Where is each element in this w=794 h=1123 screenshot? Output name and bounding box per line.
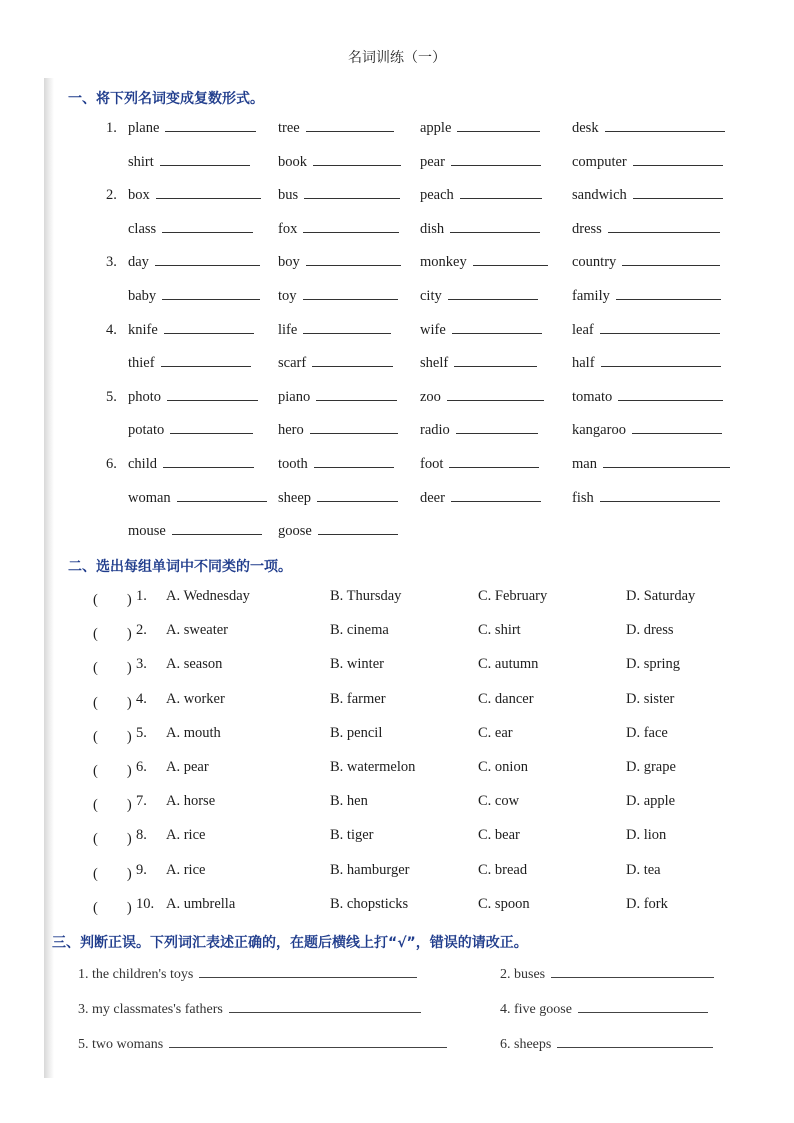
word-label: fish: [572, 490, 594, 506]
word-label: mouse: [128, 523, 166, 539]
judge-row: [0, 1034, 794, 1056]
answer-blank[interactable]: [310, 420, 398, 434]
choice-row: [0, 725, 794, 747]
word-label: knife: [128, 322, 158, 338]
answer-blank[interactable]: [457, 118, 540, 132]
choice-row: [0, 793, 794, 815]
answer-blank[interactable]: [450, 219, 540, 233]
option-a: A. rice: [166, 862, 206, 878]
answer-blank[interactable]: [313, 152, 401, 166]
option-a: A. worker: [166, 691, 225, 707]
judge-item-right: [500, 999, 708, 1018]
word-label: baby: [128, 288, 157, 304]
word-label: man: [572, 456, 597, 472]
question-number: 7.: [136, 793, 147, 809]
choice-row: [0, 656, 794, 678]
group-number: 3.: [106, 254, 117, 270]
section1-heading: 一、将下列名词变成复数形式。: [68, 91, 264, 107]
word-label: life: [278, 322, 298, 338]
answer-blank[interactable]: [557, 1034, 713, 1048]
word-cell: [106, 521, 262, 543]
word-label: deer: [420, 490, 445, 506]
option-d: D. apple: [626, 793, 676, 809]
word-label: shelf: [420, 355, 449, 371]
word-cell: [278, 387, 397, 409]
answer-blank[interactable]: [460, 185, 543, 199]
word-cell: [420, 219, 540, 241]
word-cell: [106, 252, 260, 274]
option-b: B. chopsticks: [330, 896, 409, 912]
page-title: 名词训练（一）: [348, 50, 446, 66]
word-cell: [572, 387, 723, 409]
answer-blank[interactable]: [451, 152, 541, 166]
option-a: A. season: [166, 656, 223, 672]
option-b: B. cinema: [330, 622, 389, 638]
answer-blank[interactable]: [454, 353, 537, 367]
word-cell: [420, 320, 542, 342]
word-label: book: [278, 154, 307, 170]
answer-paren[interactable]: ( ): [93, 831, 132, 847]
judge-item-left: [78, 964, 417, 983]
word-label: dress: [572, 221, 602, 237]
answer-blank[interactable]: [303, 286, 399, 300]
answer-blank[interactable]: [603, 454, 731, 468]
answer-blank[interactable]: [456, 420, 539, 434]
word-label: day: [128, 254, 149, 270]
group-number: 4.: [106, 322, 117, 338]
group-number: 1.: [106, 120, 117, 136]
group-number: 2.: [106, 187, 117, 203]
word-cell: [420, 286, 538, 308]
word-cell: [278, 420, 398, 442]
section3-heading: 三、判断正误。下列词汇表述正确的，在题后横线上打“√”，错误的请改正。: [52, 935, 528, 951]
word-cell: [572, 353, 721, 375]
answer-blank[interactable]: [163, 454, 254, 468]
judge-row: [0, 999, 794, 1021]
answer-blank[interactable]: [618, 387, 723, 401]
option-b: B. hamburger: [330, 862, 410, 878]
judge-item-left: [78, 999, 421, 1018]
word-label: tomato: [572, 389, 613, 405]
word-cell: [572, 488, 720, 510]
answer-blank[interactable]: [318, 521, 399, 535]
option-b: B. farmer: [330, 691, 386, 707]
answer-blank[interactable]: [622, 252, 720, 266]
answer-paren[interactable]: ( ): [93, 592, 132, 608]
judge-phrase: 4. five goose: [500, 1002, 572, 1017]
word-cell: [106, 387, 258, 409]
word-label: country: [572, 254, 617, 270]
word-label: peach: [420, 187, 454, 203]
word-label: tree: [278, 120, 300, 136]
word-label: pear: [420, 154, 445, 170]
word-label: apple: [420, 120, 452, 136]
word-label: shirt: [128, 154, 154, 170]
word-cell: [278, 252, 401, 274]
word-cell: [106, 118, 256, 140]
word-cell: [572, 152, 723, 174]
answer-blank[interactable]: [473, 252, 548, 266]
answer-blank[interactable]: [600, 488, 720, 502]
word-label: zoo: [420, 389, 441, 405]
word-label: thief: [128, 355, 155, 371]
judge-phrase: 3. my classmates's fathers: [78, 1002, 223, 1017]
section2-heading: 二、选出每组单词中不同类的一项。: [68, 559, 292, 575]
word-cell: [106, 420, 253, 442]
word-row: [0, 454, 794, 476]
word-row: [0, 420, 794, 442]
answer-blank[interactable]: [165, 118, 256, 132]
word-cell: [420, 152, 541, 174]
word-row: [0, 252, 794, 274]
answer-blank[interactable]: [616, 286, 721, 300]
answer-blank[interactable]: [316, 387, 397, 401]
option-d: D. Saturday: [626, 588, 696, 604]
option-c: C. bread: [478, 862, 528, 878]
word-label: box: [128, 187, 150, 203]
answer-blank[interactable]: [172, 521, 263, 535]
option-a: A. Wednesday: [166, 588, 250, 604]
word-label: hero: [278, 422, 304, 438]
word-row: [0, 387, 794, 409]
word-label: plane: [128, 120, 160, 136]
word-label: woman: [128, 490, 171, 506]
answer-blank[interactable]: [306, 252, 402, 266]
word-cell: [106, 353, 251, 375]
option-c: C. autumn: [478, 656, 539, 672]
word-cell: [420, 420, 538, 442]
word-cell: [278, 185, 400, 207]
word-cell: [278, 521, 398, 543]
question-number: 9.: [136, 862, 147, 878]
judge-item-left: [78, 1034, 447, 1053]
option-c: C. ear: [478, 725, 513, 741]
word-label: sheep: [278, 490, 312, 506]
choice-row: [0, 827, 794, 849]
word-row: [0, 320, 794, 342]
answer-blank[interactable]: [449, 454, 539, 468]
answer-blank[interactable]: [199, 964, 417, 978]
word-row: [0, 286, 794, 308]
answer-blank[interactable]: [578, 999, 708, 1013]
option-b: B. pencil: [330, 725, 383, 741]
choice-row: [0, 691, 794, 713]
group-number: 6.: [106, 456, 117, 472]
answer-blank[interactable]: [167, 387, 258, 401]
word-cell: [278, 286, 398, 308]
word-label: monkey: [420, 254, 467, 270]
word-cell: [572, 420, 722, 442]
judge-phrase: 5. two womans: [78, 1037, 164, 1052]
word-cell: [420, 185, 542, 207]
word-cell: [420, 454, 539, 476]
word-row: [0, 152, 794, 174]
option-c: C. shirt: [478, 622, 521, 638]
word-row: [0, 118, 794, 140]
answer-blank[interactable]: [156, 185, 262, 199]
answer-blank[interactable]: [633, 152, 723, 166]
option-d: D. lion: [626, 827, 667, 843]
option-a: A. umbrella: [166, 896, 236, 912]
answer-blank[interactable]: [162, 286, 260, 300]
answer-paren[interactable]: ( ): [93, 695, 132, 711]
word-cell: [106, 152, 250, 174]
answer-blank[interactable]: [303, 219, 399, 233]
option-b: B. Thursday: [330, 588, 402, 604]
answer-blank[interactable]: [451, 488, 541, 502]
choice-row: [0, 759, 794, 781]
word-label: half: [572, 355, 595, 371]
word-cell: [572, 185, 723, 207]
option-c: C. dancer: [478, 691, 534, 707]
group-number: 5.: [106, 389, 117, 405]
word-cell: [278, 320, 391, 342]
word-cell: [572, 286, 721, 308]
word-row: [0, 219, 794, 241]
answer-paren[interactable]: ( ): [93, 660, 132, 676]
choice-row: [0, 622, 794, 644]
choice-row: [0, 862, 794, 884]
question-number: 8.: [136, 827, 147, 843]
word-label: city: [420, 288, 442, 304]
answer-blank[interactable]: [229, 999, 421, 1013]
answer-blank[interactable]: [306, 118, 394, 132]
judge-row: [0, 964, 794, 986]
option-d: D. grape: [626, 759, 676, 775]
judge-item-right: [500, 964, 714, 983]
word-row: [0, 488, 794, 510]
word-cell: [106, 488, 267, 510]
answer-blank[interactable]: [164, 320, 255, 334]
word-label: leaf: [572, 322, 594, 338]
answer-blank[interactable]: [303, 320, 391, 334]
answer-blank[interactable]: [155, 252, 261, 266]
question-number: 6.: [136, 759, 147, 775]
answer-blank[interactable]: [608, 219, 721, 233]
answer-blank[interactable]: [633, 185, 723, 199]
choice-row: [0, 896, 794, 918]
word-cell: [106, 320, 254, 342]
judge-item-right: [500, 1034, 713, 1053]
answer-paren[interactable]: ( ): [93, 900, 132, 916]
option-c: C. onion: [478, 759, 528, 775]
option-a: A. mouth: [166, 725, 221, 741]
option-a: A. rice: [166, 827, 206, 843]
question-number: 10.: [136, 896, 155, 912]
word-label: toy: [278, 288, 297, 304]
question-number: 1.: [136, 588, 147, 604]
word-label: family: [572, 288, 610, 304]
answer-blank[interactable]: [314, 454, 395, 468]
word-row: [0, 521, 794, 543]
word-label: radio: [420, 422, 450, 438]
option-c: C. February: [478, 588, 548, 604]
answer-blank[interactable]: [312, 353, 393, 367]
word-cell: [572, 320, 720, 342]
word-label: wife: [420, 322, 446, 338]
word-cell: [106, 219, 253, 241]
question-number: 4.: [136, 691, 147, 707]
word-cell: [420, 353, 537, 375]
word-label: dish: [420, 221, 445, 237]
word-label: scarf: [278, 355, 307, 371]
word-label: boy: [278, 254, 300, 270]
answer-blank[interactable]: [177, 488, 268, 502]
option-d: D. sister: [626, 691, 675, 707]
word-cell: [572, 219, 720, 241]
word-cell: [278, 152, 401, 174]
judge-phrase: 2. buses: [500, 967, 546, 982]
answer-blank[interactable]: [448, 286, 538, 300]
word-label: goose: [278, 523, 312, 539]
option-c: C. bear: [478, 827, 520, 843]
word-cell: [278, 353, 393, 375]
word-label: kangaroo: [572, 422, 626, 438]
word-cell: [106, 286, 260, 308]
option-d: D. dress: [626, 622, 674, 638]
word-label: fox: [278, 221, 298, 237]
option-c: C. spoon: [478, 896, 530, 912]
option-d: D. fork: [626, 896, 668, 912]
choice-row: [0, 588, 794, 610]
answer-paren[interactable]: ( ): [93, 626, 132, 642]
answer-blank[interactable]: [162, 219, 253, 233]
word-label: photo: [128, 389, 162, 405]
answer-blank[interactable]: [600, 320, 720, 334]
option-b: B. winter: [330, 656, 384, 672]
answer-blank[interactable]: [447, 387, 545, 401]
answer-paren[interactable]: ( ): [93, 866, 132, 882]
word-cell: [572, 252, 720, 274]
word-label: piano: [278, 389, 311, 405]
word-cell: [106, 185, 261, 207]
word-label: child: [128, 456, 157, 472]
word-cell: [572, 118, 725, 140]
word-cell: [278, 118, 394, 140]
word-cell: [420, 252, 548, 274]
word-label: computer: [572, 154, 627, 170]
word-label: foot: [420, 456, 444, 472]
answer-paren[interactable]: ( ): [93, 797, 132, 813]
option-d: D. spring: [626, 656, 680, 672]
option-d: D. tea: [626, 862, 661, 878]
word-label: desk: [572, 120, 599, 136]
option-a: A. pear: [166, 759, 209, 775]
word-cell: [572, 454, 730, 476]
answer-blank[interactable]: [169, 1034, 447, 1048]
word-cell: [420, 488, 541, 510]
answer-paren[interactable]: ( ): [93, 763, 132, 779]
word-row: [0, 353, 794, 375]
option-b: B. watermelon: [330, 759, 416, 775]
question-number: 2.: [136, 622, 147, 638]
answer-blank[interactable]: [304, 185, 400, 199]
word-row: [0, 185, 794, 207]
word-label: sandwich: [572, 187, 627, 203]
answer-blank[interactable]: [161, 353, 252, 367]
word-cell: [278, 219, 399, 241]
answer-blank[interactable]: [317, 488, 398, 502]
answer-blank[interactable]: [551, 964, 714, 978]
option-b: B. hen: [330, 793, 368, 809]
word-label: bus: [278, 187, 299, 203]
option-a: A. sweater: [166, 622, 229, 638]
option-d: D. face: [626, 725, 668, 741]
option-c: C. cow: [478, 793, 520, 809]
judge-phrase: 6. sheeps: [500, 1037, 552, 1052]
question-number: 3.: [136, 656, 147, 672]
word-label: tooth: [278, 456, 308, 472]
answer-blank[interactable]: [632, 420, 722, 434]
word-label: class: [128, 221, 157, 237]
answer-paren[interactable]: ( ): [93, 729, 132, 745]
option-a: A. horse: [166, 793, 216, 809]
word-cell: [420, 387, 544, 409]
answer-blank[interactable]: [452, 320, 542, 334]
answer-blank[interactable]: [601, 353, 721, 367]
question-number: 5.: [136, 725, 147, 741]
answer-blank[interactable]: [605, 118, 725, 132]
word-cell: [278, 488, 398, 510]
judge-phrase: 1. the children's toys: [78, 967, 194, 982]
answer-blank[interactable]: [170, 420, 253, 434]
word-cell: [278, 454, 394, 476]
answer-blank[interactable]: [160, 152, 251, 166]
word-label: potato: [128, 422, 165, 438]
word-cell: [420, 118, 540, 140]
option-b: B. tiger: [330, 827, 374, 843]
word-cell: [106, 454, 254, 476]
